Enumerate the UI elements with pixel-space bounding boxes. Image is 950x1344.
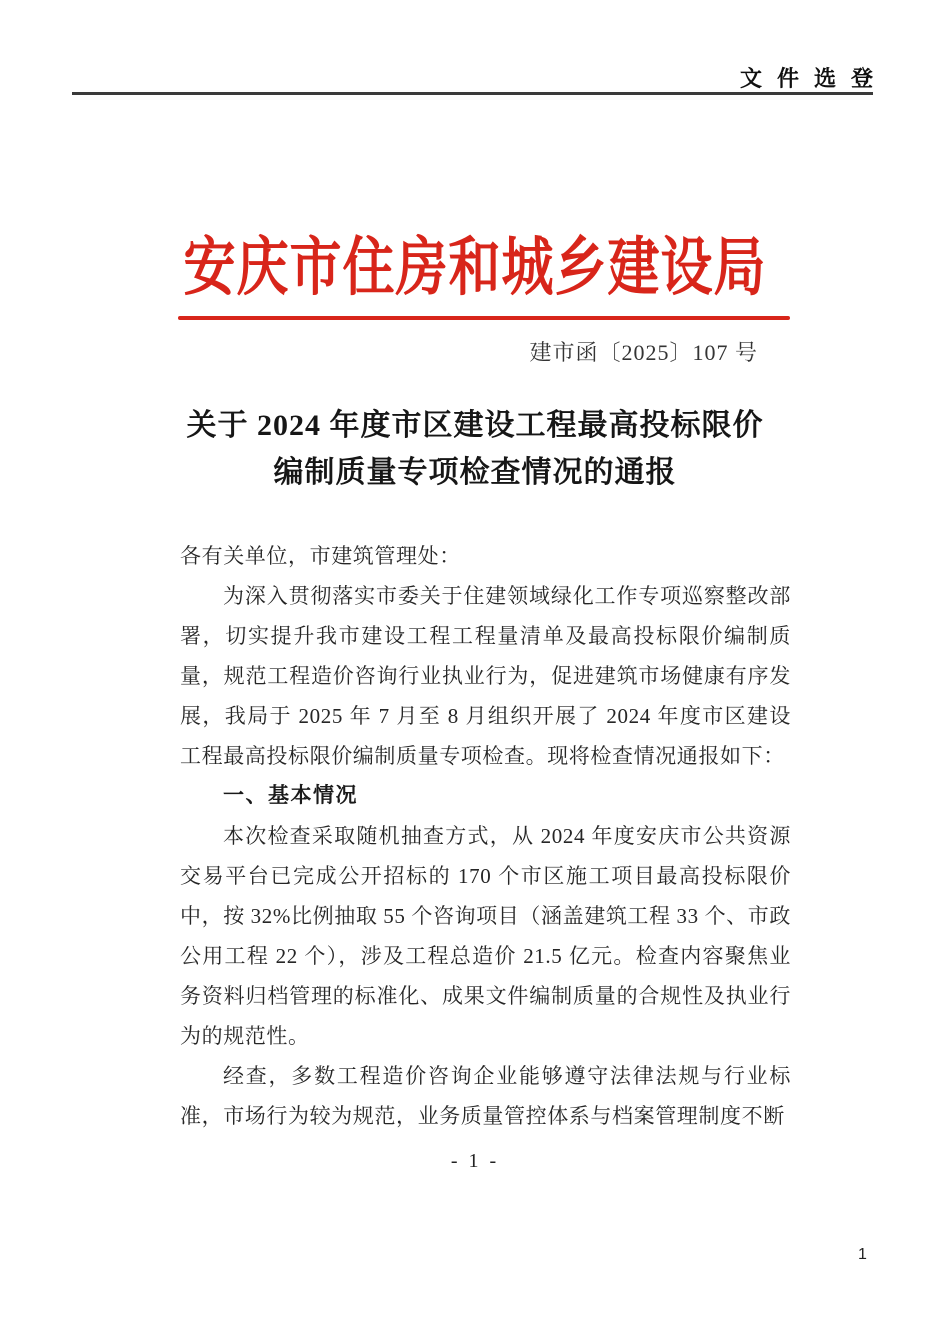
document-section-label: 文件选登 [739, 66, 888, 91]
document-number: 建市函〔2025〕107 号 [529, 340, 758, 365]
document-body [180, 536, 791, 1136]
letterhead-divider [178, 316, 790, 320]
body-paragraph: 经查，多数工程造价咨询企业能够遵守法律法规与行业标准，市场行为较为规范，业务质量管控体系与档案管理制度不断 [180, 1064, 791, 1128]
header-rule [72, 92, 873, 95]
body-paragraph: 本次检查采取随机抽查方式，从 2024 年度安庆市公共资源交易平台已完成公开招标的 170 个市区施工项目最高投标限价中，按 32%比例抽取 55 个咨询项目（涵盖建筑工程 33 个、市政公用工程 22 个），涉及工程总造价 21.5 亿元。检查内容聚焦业务资料归档管理的标准化、成果文件编制质量的合规性及执业行为的规范性。 [180, 824, 791, 1048]
agency-name: 安庆市住房和城乡建设局 [183, 234, 767, 304]
salutation: 各有关单位，市建筑管理处： [180, 544, 461, 568]
document-title [0, 402, 950, 496]
body-paragraph: 为深入贯彻落实市委关于住建领域绿化工作专项巡察整改部署，切实提升我市建设工程工程量清单及最高投标限价编制质量，规范工程造价咨询行业执业行为，促进建筑市场健康有序发展，我局于 2025 年 7 月至 8 月组织开展了 2024 年度市区建设工程最高投标限价编制质量专项检查。现将检查情况通报如下： [180, 584, 791, 768]
page-footer-number: - 1 - [450, 1150, 500, 1172]
document-title-line-1: 关于 2024 年度市区建设工程最高投标限价 [186, 409, 764, 442]
document-title-line-2: 编制质量专项检查情况的通报 [273, 456, 677, 489]
section-heading: 一、基本情况 [223, 784, 358, 807]
corner-page-number: 1 [858, 1246, 867, 1263]
